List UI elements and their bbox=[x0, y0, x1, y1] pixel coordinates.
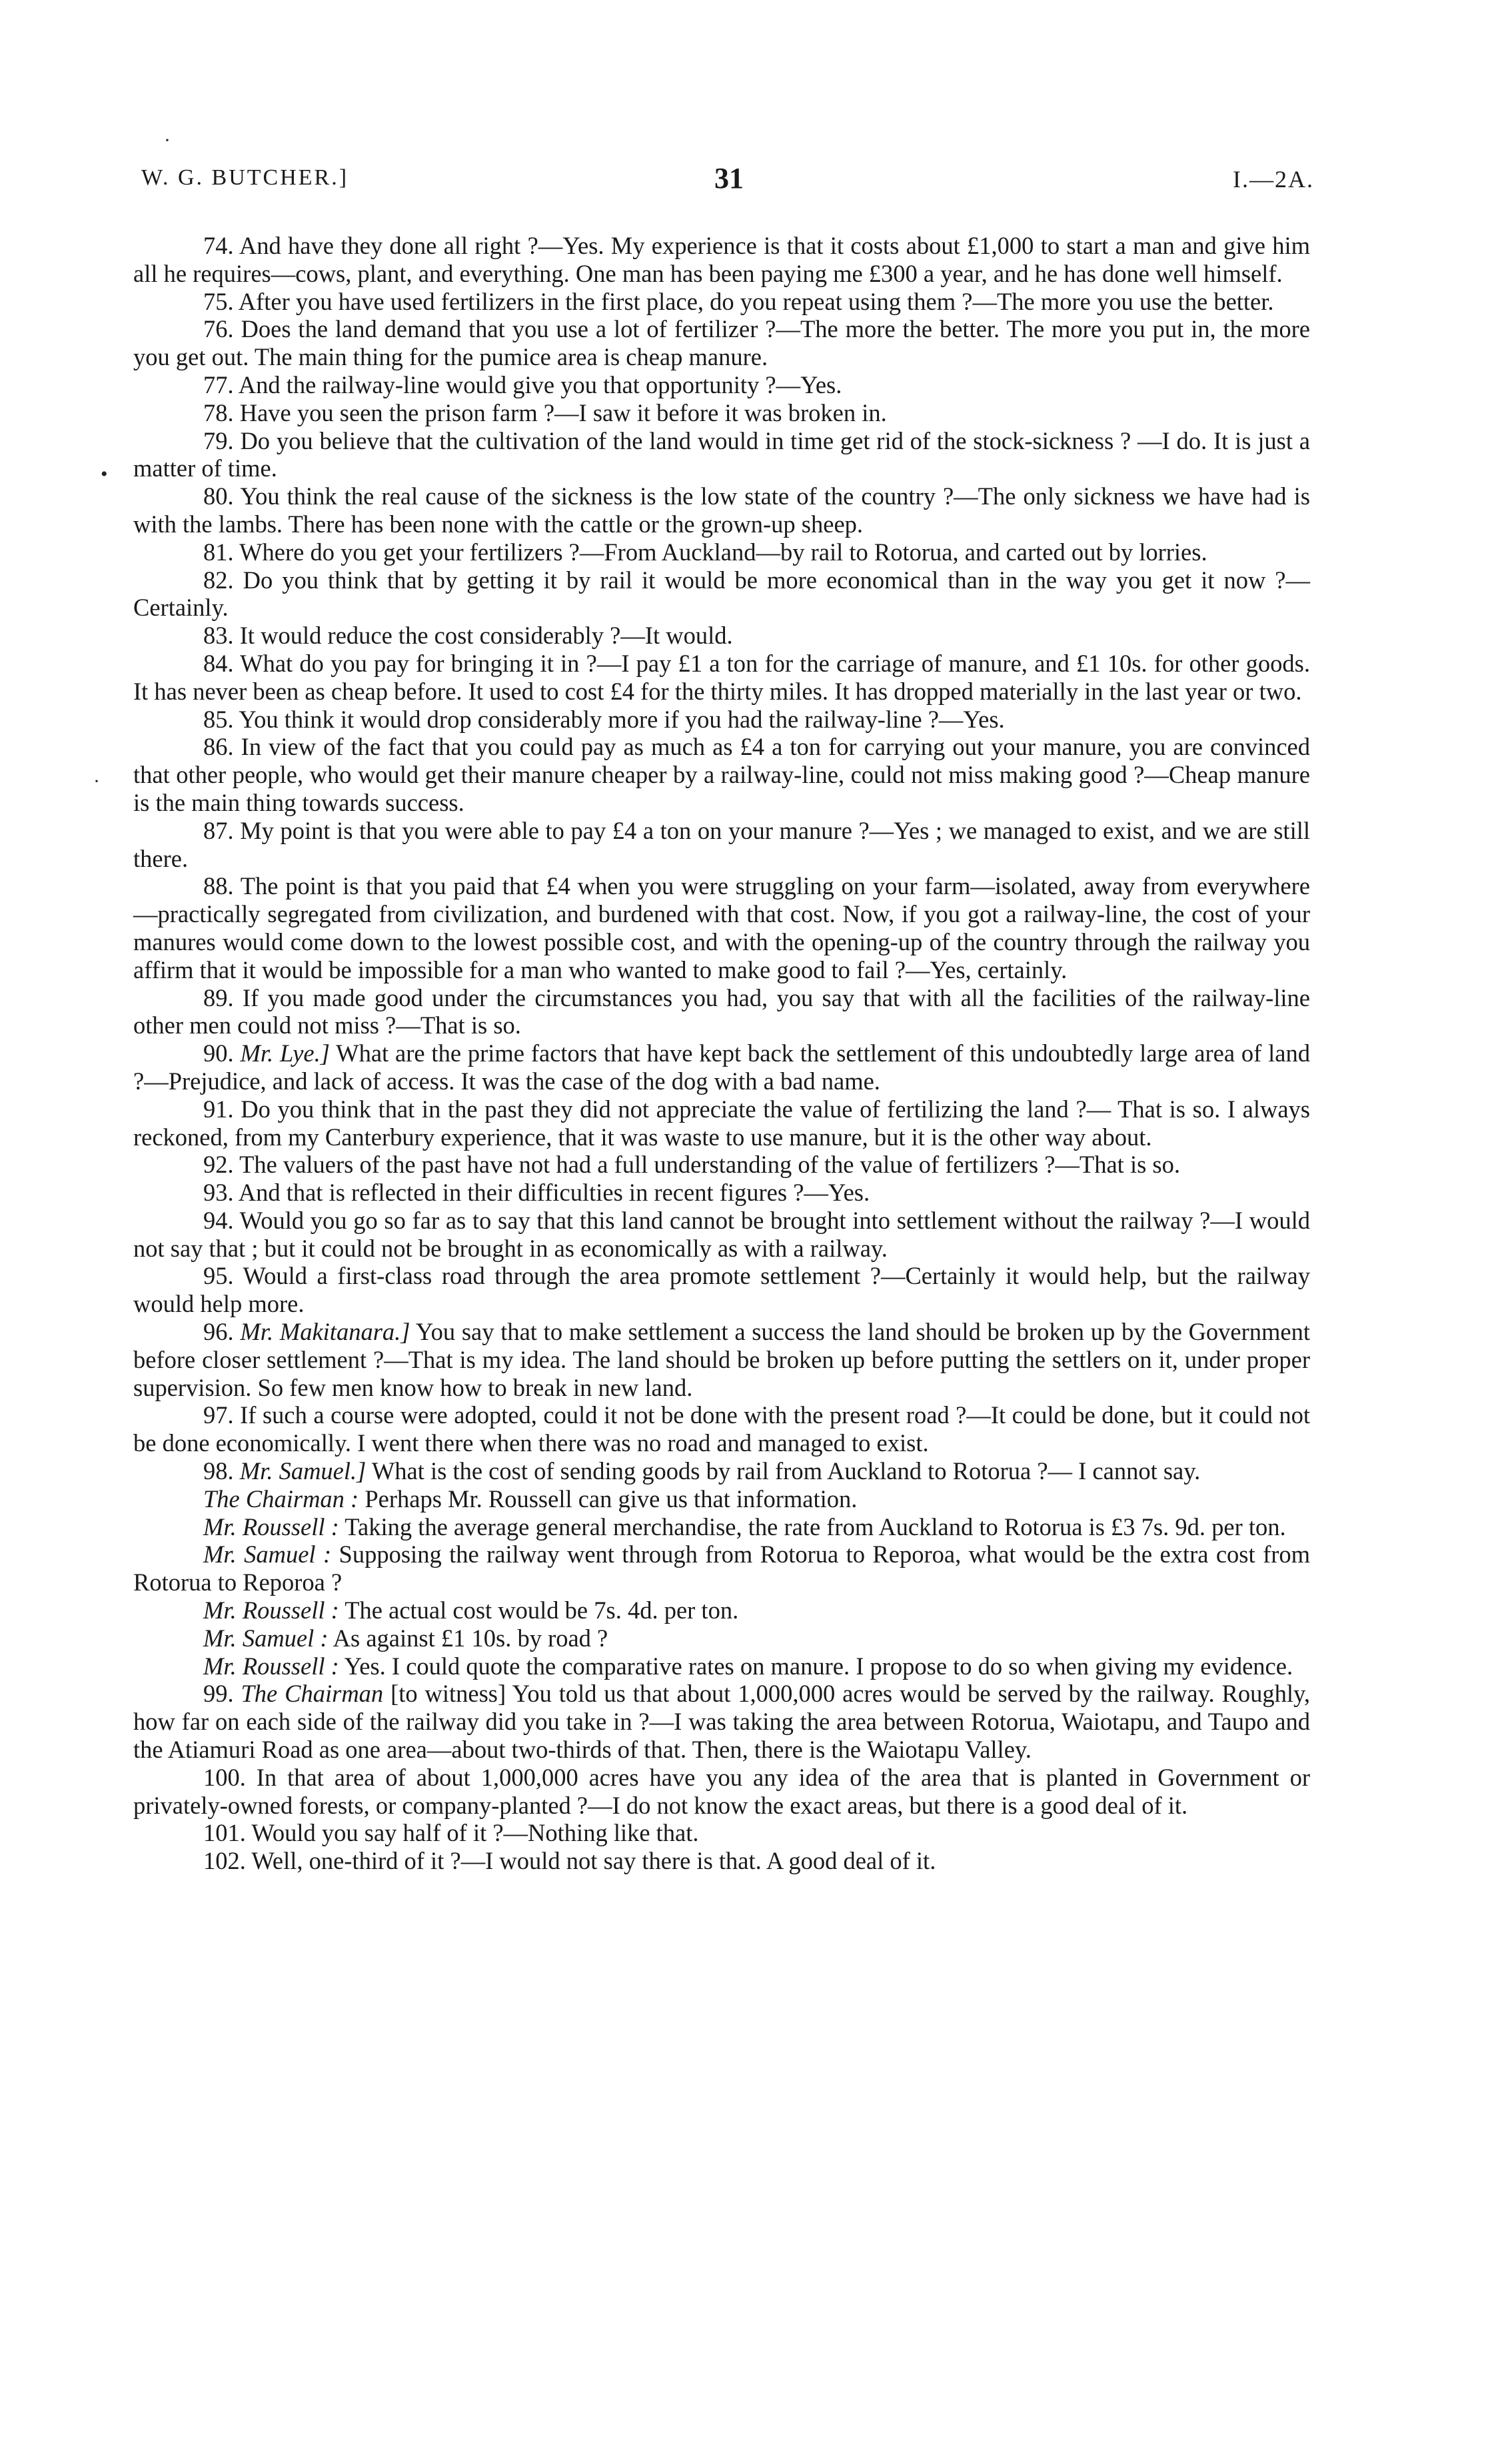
paragraph-text: 93. And that is reflected in their difficulties in recent figures ?—Yes. bbox=[203, 1179, 870, 1207]
speaker-label: Mr. Lye.] bbox=[240, 1039, 330, 1067]
transcript-paragraph bbox=[133, 622, 1310, 650]
paragraph-text: 80. You think the real cause of the sickness is the low state of the country ?—The only sickness we have had is with the lambs. There has been none with the cattle or the grown-up sheep. bbox=[133, 482, 1310, 538]
transcript-paragraph bbox=[133, 288, 1310, 316]
transcript-paragraph bbox=[133, 315, 1310, 371]
header-witness-name: W. G. BUTCHER.] bbox=[141, 165, 349, 190]
paragraph-text: 97. If such a course were adopted, could it not be done with the present road ?—It could be done, but it could not be done economically. I went there when there was no road and managed to exist. bbox=[133, 1401, 1310, 1457]
paragraph-text: Supposing the railway went through from Rotorua to Reporoa, what would be the extra cost from Rotorua to Reporoa ? bbox=[133, 1540, 1311, 1596]
paragraph-text: 95. Would a first-class road through the area promote settlement ?—Certainly it would help, but the railway would help more. bbox=[133, 1262, 1310, 1318]
paragraph-text: 94. Would you go so far as to say that this land cannot be brought into settlement without the railway ?—I would not say that ; but it could not be brought in as economically as with a railway. bbox=[133, 1206, 1310, 1262]
paragraph-text: 78. Have you seen the prison farm ?—I saw it before it was broken in. bbox=[203, 398, 887, 426]
question-number: 99. bbox=[203, 1680, 241, 1708]
paragraph-text: 81. Where do you get your fertilizers ?—From Auckland—by rail to Rotorua, and carted out by lorries. bbox=[203, 538, 1207, 566]
transcript-paragraph bbox=[133, 650, 1310, 706]
transcript-paragraph bbox=[133, 1401, 1310, 1457]
paragraph-text: 92. The valuers of the past have not had a full understanding of the value of fertilizers ?—That is so. bbox=[203, 1151, 1180, 1179]
question-number: 90. bbox=[203, 1039, 241, 1067]
paragraph-text: You say that to make settlement a success the land should be broken up by the Government before closer settlement ?—That is my idea. The land should be broken up before putting the settlers on it, under proper supervision. So few men know how to break in new land. bbox=[133, 1318, 1311, 1401]
speaker-label: Mr. Roussell : bbox=[203, 1652, 339, 1680]
speaker-label: Mr. Roussell : bbox=[203, 1596, 339, 1624]
transcript-paragraph bbox=[133, 1318, 1310, 1401]
transcript-paragraph bbox=[133, 1596, 1310, 1624]
transcript-paragraph bbox=[133, 1262, 1310, 1318]
transcript-paragraph bbox=[133, 1207, 1310, 1263]
speaker-label: Mr. Samuel : bbox=[203, 1540, 332, 1568]
transcript-paragraph bbox=[133, 371, 1310, 399]
transcript-paragraph bbox=[133, 872, 1310, 983]
paragraph-text: What are the prime factors that have kept back the settlement of this undoubtedly large area of land ?—Prejudice, and lack of access. It was the case of the dog with a bad name. bbox=[133, 1039, 1310, 1095]
speaker-label: Mr. Roussell : bbox=[203, 1513, 339, 1540]
paragraph-text: 82. Do you think that by getting it by rail it would be more economical than in the way you get it now ?—Certainly. bbox=[133, 566, 1310, 622]
paragraph-text: 100. In that area of about 1,000,000 acres have you any idea of the area that is planted in Government or privately-owned forests, or company-planted ?—I do not know the exact areas, but there is a good deal of it. bbox=[133, 1763, 1310, 1819]
transcript-paragraph bbox=[133, 1095, 1310, 1151]
transcript-paragraph bbox=[133, 1457, 1310, 1485]
paragraph-text: 87. My point is that you were able to pay £4 a ton on your manure ?—Yes ; we managed to exist, and we are still there. bbox=[133, 816, 1310, 872]
paragraph-text: The actual cost would be 7s. 4d. per ton. bbox=[345, 1596, 739, 1624]
transcript-paragraph bbox=[133, 1652, 1310, 1680]
paragraph-text: 85. You think it would drop considerably more if you had the railway-line ?—Yes. bbox=[203, 705, 1005, 733]
transcript-paragraph bbox=[133, 1847, 1310, 1875]
paragraph-text: 91. Do you think that in the past they did not appreciate the value of fertilizing the land ?— That is so. I always reckoned, from my Canterbury experience, that it was waste to use manure, but it is the other way about. bbox=[133, 1095, 1310, 1151]
transcript-paragraph bbox=[133, 399, 1310, 427]
transcript-paragraph bbox=[133, 1819, 1310, 1847]
question-number: 98. bbox=[203, 1457, 240, 1485]
transcript-paragraph bbox=[133, 1764, 1310, 1820]
transcript-paragraph bbox=[133, 1540, 1310, 1596]
transcript-paragraph bbox=[133, 1039, 1310, 1095]
paragraph-text: 76. Does the land demand that you use a lot of fertilizer ?—The more the better. The more you put in, the more you get out. The main thing for the pumice area is cheap manure. bbox=[133, 315, 1310, 371]
transcript-paragraph bbox=[133, 538, 1310, 566]
question-number: 96. bbox=[203, 1318, 241, 1346]
bullet-mark: • bbox=[101, 463, 108, 485]
transcript-paragraph bbox=[133, 1151, 1310, 1179]
transcript-paragraph bbox=[133, 482, 1310, 538]
paragraph-text: What is the cost of sending goods by rail from Auckland to Rotorua ?— I cannot say. bbox=[371, 1457, 1201, 1485]
paragraph-text: 89. If you made good under the circumstances you had, you say that with all the facilities of the railway-line other men could not miss ?—That is so. bbox=[133, 983, 1310, 1039]
transcript-paragraph bbox=[133, 1513, 1310, 1541]
transcript-paragraph bbox=[133, 427, 1310, 483]
transcript-paragraph bbox=[133, 706, 1310, 734]
transcript-paragraph bbox=[133, 1680, 1310, 1763]
paragraph-text: 83. It would reduce the cost considerably ?—It would. bbox=[203, 622, 733, 650]
scan-mark: · bbox=[93, 770, 100, 792]
paragraph-text: [to witness] You told us that about 1,000,000 acres would be served by the railway. Roughly, how far on each side of the railway did you take in ?—I was taking the area between Rotorua, Waiotapu, and Taupo and the Atiamuri Road as one area—about two-thirds of that. Then, there is the Waiotapu Valley. bbox=[133, 1680, 1310, 1764]
paragraph-text: As against £1 10s. by road ? bbox=[333, 1624, 608, 1652]
speaker-label: Mr. Samuel.] bbox=[239, 1457, 367, 1485]
transcript-paragraph bbox=[133, 566, 1310, 622]
page-number: 31 bbox=[714, 162, 744, 195]
paragraph-text: 75. After you have used fertilizers in the first place, do you repeat using them ?—The more you use the better. bbox=[203, 287, 1274, 315]
paragraph-text: 102. Well, one-third of it ?—I would not say there is that. A good deal of it. bbox=[203, 1847, 936, 1875]
transcript-paragraph bbox=[133, 733, 1310, 816]
page-header bbox=[141, 162, 1314, 212]
speaker-label: The Chairman : bbox=[203, 1485, 359, 1513]
paragraph-text: 77. And the railway-line would give you that opportunity ?—Yes. bbox=[203, 370, 842, 398]
transcript-paragraph bbox=[133, 1179, 1310, 1207]
paragraph-text: 86. In view of the fact that you could pay as much as £4 a ton for carrying out your manure, you are convinced that other people, who would get their manure cheaper by a railway-line, could not miss making good ?—Cheap manure is the main thing towards success. bbox=[133, 733, 1310, 816]
paragraph-text: Perhaps Mr. Roussell can give us that information. bbox=[365, 1485, 858, 1513]
paragraph-text: 101. Would you say half of it ?—Nothing like that. bbox=[203, 1819, 699, 1847]
paragraph-text: Taking the average general merchandise, the rate from Auckland to Rotorua is £3 7s. 9d. per ton. bbox=[345, 1513, 1286, 1540]
paragraph-text: 79. Do you believe that the cultivation of the land would in time get rid of the stock-sickness ? —I do. It is just a matter of time. bbox=[133, 426, 1310, 482]
speaker-label: The Chairman bbox=[241, 1680, 384, 1708]
paragraph-text: 74. And have they done all right ?—Yes. My experience is that it costs about £1,000 to start a man and give him all he requires—cows, plant, and everything. One man has been paying me £300 a year, and he has done well himself. bbox=[133, 232, 1310, 287]
paragraph-text: 88. The point is that you paid that £4 when you were struggling on your farm—isolated, away from everywhere—practically segregated from civilization, and burdened with that cost. Now, if you got a railway-line, the cost of your manures would come down to the lowest possible cost, and with the opening-up of the country through the railway you affirm that it would be impossible for a man who wanted to make good to fail ?—Yes, certainly. bbox=[133, 872, 1310, 983]
transcript-paragraph bbox=[133, 232, 1310, 288]
transcript-body bbox=[133, 232, 1310, 1875]
scan-mark: · bbox=[164, 129, 171, 151]
transcript-paragraph bbox=[133, 1624, 1310, 1652]
paragraph-text: 84. What do you pay for bringing it in ?—I pay £1 a ton for the carriage of manure, and £1 10s. for other goods. It has never been as cheap before. It used to cost £4 for the thirty miles. It has dropped materially in the last year or two. bbox=[133, 649, 1310, 705]
transcript-paragraph bbox=[133, 984, 1310, 1040]
document-reference: I.—2A. bbox=[1233, 166, 1314, 193]
paragraph-text: Yes. I could quote the comparative rates on manure. I propose to do so when giving my evidence. bbox=[344, 1652, 1293, 1680]
transcript-paragraph bbox=[133, 1485, 1310, 1513]
speaker-label: Mr. Samuel : bbox=[203, 1624, 329, 1652]
transcript-paragraph bbox=[133, 817, 1310, 873]
speaker-label: Mr. Makitanara.] bbox=[240, 1318, 410, 1346]
